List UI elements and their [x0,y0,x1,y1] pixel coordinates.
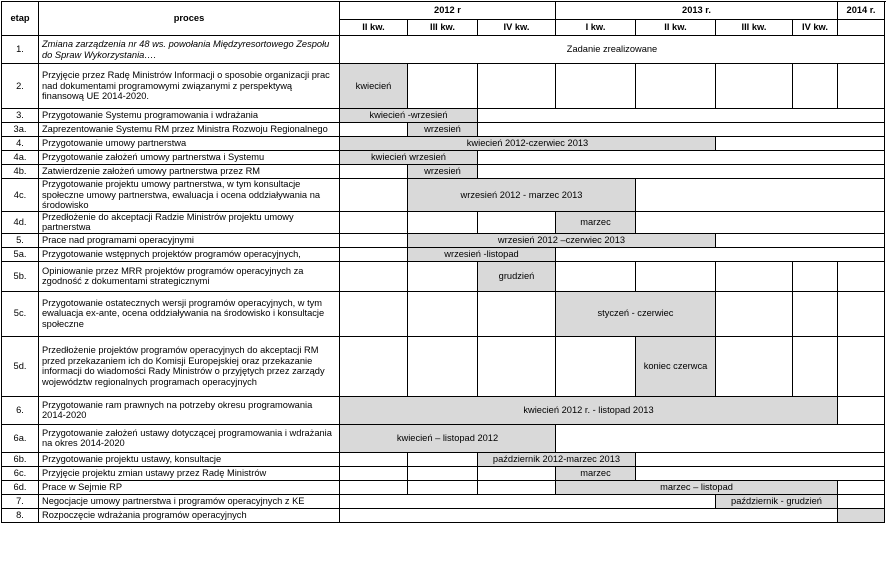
timeline-bar: styczeń - czerwiec [556,291,716,336]
timeline-cell [478,64,556,109]
timeline-cell [556,336,636,396]
timeline-bar: wrzesień 2012 –czerwiec 2013 [408,233,716,247]
timeline-cell [793,261,838,291]
timeline-bar: grudzień [478,261,556,291]
proces-cell: Przygotowanie założeń ustawy dotyczącej programowania i wdrażania na okres 2014-2020 [39,424,340,452]
timeline-bar: kwiecień [340,64,408,109]
timeline-bar: kwiecień 2012-czerwiec 2013 [340,137,716,151]
year-2014-header: 2014 r. [838,2,885,20]
timeline-cell [838,494,885,508]
quarter-header: IV kw. [793,20,838,36]
table-row [2,165,885,179]
timeline-cell [556,424,885,452]
proces-cell: Opiniowanie przez MRR projektów programów operacyjnych za zgodność z dokumentami strategicznymi [39,261,340,291]
timeline-cell [556,261,636,291]
timeline-cell [838,480,885,494]
timeline-bar: kwiecień 2012 r. - listopad 2013 [340,396,838,424]
etap-cell: 2. [2,64,39,109]
proces-cell: Przyjęcie przez Radę Ministrów Informacji o sposobie organizacji prac nad dokumentami programowymi związanymi z perspektywą finansową UE 2014-2020. [39,64,340,109]
timeline-cell [556,247,885,261]
proces-cell: Przygotowanie wstępnych projektów programów operacyjnych, [39,247,340,261]
timeline-bar: marzec [556,211,636,233]
timeline-cell [636,211,885,233]
etap-cell: 7. [2,494,39,508]
timeline-cell [478,480,556,494]
table-row [2,336,885,396]
etap-header: etap [2,2,39,36]
table-row [2,137,885,151]
timeline-cell [340,452,408,466]
etap-cell: 4c. [2,179,39,212]
timeline-cell [478,336,556,396]
etap-cell: 3. [2,109,39,123]
quarter-header: I kw. [556,20,636,36]
timeline-cell [340,123,408,137]
table-row [2,123,885,137]
table-row [2,424,885,452]
etap-cell: 5c. [2,291,39,336]
etap-cell: 6. [2,396,39,424]
year-2012-header: 2012 r [340,2,556,20]
proces-cell: Prace w Sejmie RP [39,480,340,494]
timeline-bar: marzec [556,466,636,480]
timeline-bar: wrzesień -listopad [408,247,556,261]
timeline-cell [478,466,556,480]
timeline-cell [478,123,885,137]
timeline-cell [408,261,478,291]
timeline-cell [408,211,478,233]
etap-cell: 8. [2,508,39,522]
timeline-cell [636,261,716,291]
table-row [2,233,885,247]
table-row [2,151,885,165]
etap-cell: 5a. [2,247,39,261]
timeline-cell [716,137,885,151]
timeline-cell [838,261,885,291]
timeline-bar: Zadanie zrealizowane [340,36,885,64]
etap-cell: 6a. [2,424,39,452]
table-row [2,291,885,336]
proces-cell: Zmiana zarządzenia nr 48 ws. powołania Międzyresortowego Zespołu do Spraw Wykorzystania…. [39,36,340,64]
etap-cell: 4b. [2,165,39,179]
timeline-cell [340,466,408,480]
table-row [2,452,885,466]
quarter-header-empty [838,20,885,36]
timeline-cell [408,466,478,480]
table-row [2,396,885,424]
proces-cell: Przygotowanie ram prawnych na potrzeby okresu programowania 2014-2020 [39,396,340,424]
etap-cell: 3a. [2,123,39,137]
table-row [2,109,885,123]
timeline-cell [838,64,885,109]
timeline-cell [408,336,478,396]
etap-cell: 4. [2,137,39,151]
table-row [2,179,885,212]
quarter-header: IV kw. [478,20,556,36]
table-row [2,508,885,522]
timeline-cell [556,64,636,109]
timeline-bar [838,508,885,522]
proces-cell: Przedłożenie projektów programów operacyjnych do akceptacji RM przed przekazaniem ich do Komisji Europejskiej oraz przekazanie informacji do wiadomości Rady Ministrów o przyjętych przez zarządy województw regionalnych programach operacyjnych [39,336,340,396]
proces-cell: Przygotowanie Systemu programowania i wdrażania [39,109,340,123]
table-row [2,64,885,109]
timeline-bar: październik 2012-marzec 2013 [478,452,636,466]
timeline-cell [340,179,408,212]
etap-cell: 6c. [2,466,39,480]
etap-cell: 4d. [2,211,39,233]
proces-header: proces [39,2,340,36]
timeline-cell [716,291,793,336]
quarter-header: III kw. [716,20,793,36]
etap-cell: 1. [2,36,39,64]
timeline-cell [340,211,408,233]
proces-cell: Przyjęcie projektu zmian ustawy przez Radę Ministrów [39,466,340,480]
schedule-table [1,1,885,523]
proces-cell: Rozpoczęcie wdrażania programów operacyjnych [39,508,340,522]
timeline-cell [340,233,408,247]
table-row [2,247,885,261]
quarter-header: III kw. [408,20,478,36]
timeline-bar: wrzesień 2012 - marzec 2013 [408,179,636,212]
timeline-cell [478,165,885,179]
timeline-cell [793,291,838,336]
proces-cell: Przedłożenie do akceptacji Radzie Ministrów projektu umowy partnerstwa [39,211,340,233]
timeline-cell [636,179,885,212]
timeline-bar: październik - grudzień [716,494,838,508]
timeline-cell [478,151,885,165]
timeline-cell [636,452,885,466]
timeline-cell [838,396,885,424]
table-row [2,211,885,233]
timeline-bar: kwiecień wrzesień [340,151,478,165]
proces-cell: Zatwierdzenie założeń umowy partnerstwa przez RM [39,165,340,179]
timeline-cell [340,247,408,261]
etap-cell: 6b. [2,452,39,466]
quarter-header: II kw. [340,20,408,36]
timeline-cell [340,508,838,522]
timeline-bar: wrzesień [408,165,478,179]
timeline-bar: marzec – listopad [556,480,838,494]
timeline-cell [793,64,838,109]
timeline-cell [716,261,793,291]
timeline-cell [408,291,478,336]
timeline-bar: koniec czerwca [636,336,716,396]
proces-cell: Przygotowanie umowy partnerstwa [39,137,340,151]
timeline-cell [838,291,885,336]
timeline-cell [340,480,408,494]
timeline-cell [340,291,408,336]
proces-cell: Przygotowanie projektu umowy partnerstwa, w tym konsultacje społeczne umowy partnerstwa, ewaluacja i ocena oddziaływania na środowisko [39,179,340,212]
timeline-cell [408,64,478,109]
timeline-cell [478,109,885,123]
timeline-bar: wrzesień [408,123,478,137]
etap-cell: 6d. [2,480,39,494]
timeline-cell [340,336,408,396]
timeline-cell [793,336,838,396]
timeline-cell [716,336,793,396]
quarter-header: II kw. [636,20,716,36]
timeline-cell [340,494,716,508]
timeline-cell [478,211,556,233]
etap-cell: 5d. [2,336,39,396]
timeline-cell [340,261,408,291]
timeline-cell [408,452,478,466]
proces-cell: Negocjacje umowy partnerstwa i programów operacyjnych z KE [39,494,340,508]
proces-cell [39,151,340,165]
timeline-cell [408,480,478,494]
table-row [2,466,885,480]
proces-text: Przygotowanie założeń umowy partnerstwa i Systemu [42,152,265,163]
timeline-cell [716,64,793,109]
proces-cell: Przygotowanie projektu ustawy, konsultacje [39,452,340,466]
timeline-cell [716,233,885,247]
etap-cell: 5b. [2,261,39,291]
timeline-cell [636,64,716,109]
timeline-bar: kwiecień -wrzesień [340,109,478,123]
etap-cell: 5. [2,233,39,247]
timeline-cell [636,466,885,480]
year-2013-header: 2013 r. [556,2,838,20]
proces-cell: Zaprezentowanie Systemu RM przez Ministra Rozwoju Regionalnego [39,123,340,137]
proces-cell: Prace nad programami operacyjnymi [39,233,340,247]
table-row [2,36,885,64]
etap-cell: 4a. [2,151,39,165]
table-row [2,480,885,494]
table-row [2,494,885,508]
timeline-cell [340,165,408,179]
proces-cell: Przygotowanie ostatecznych wersji programów operacyjnych, w tym ewaluacja ex-ante, ocena oddziaływania na środowisko i konsultacje społeczne [39,291,340,336]
timeline-cell [838,336,885,396]
timeline-cell [478,291,556,336]
table-row [2,261,885,291]
timeline-bar: kwiecień – listopad 2012 [340,424,556,452]
